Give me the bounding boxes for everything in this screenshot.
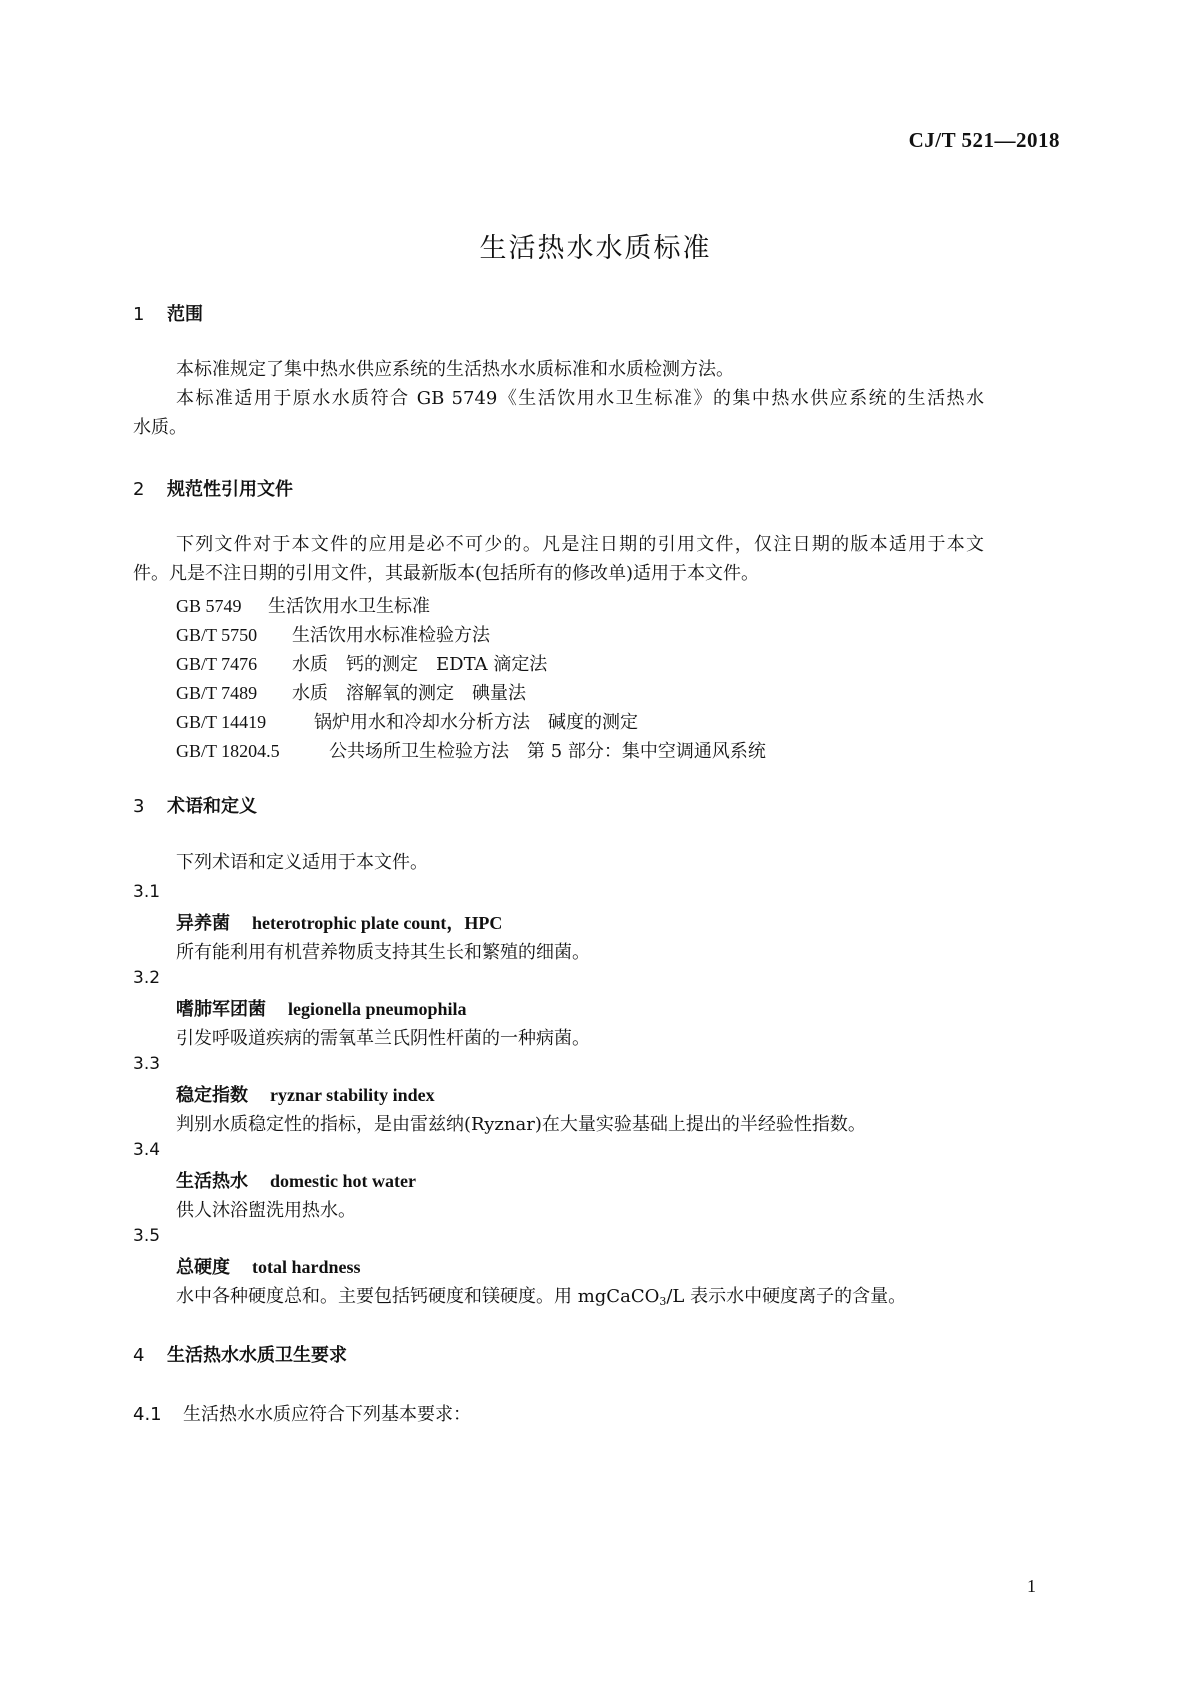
reference-code: GB/T 14419 [176,712,267,732]
reference-title: 水质 钙的测定 EDTA 滴定法 [292,654,548,675]
term-number: 3.3 [133,1054,161,1074]
term-chinese: 嗜肺军团菌 [176,999,266,1020]
standard-number: CJ/T 521—2018 [908,128,1060,152]
term-english: domestic hot water [270,1171,416,1191]
paragraph: 本标准适用于原水水质符合 GB 5749《生活饮用水卫生标准》的集中热水供应系统的生活热水 [176,388,984,409]
reference-code: GB 5749 [176,596,242,616]
reference-code: GB/T 7476 [176,654,258,674]
reference-item [176,592,430,618]
reference-code: GB/T 5750 [176,625,258,645]
paragraph: 下列术语和定义适用于本文件。 [176,852,428,873]
reference-title: 生活饮用水卫生标准 [268,596,430,617]
section-title: 范围 [167,304,203,325]
section-3-heading [133,792,257,818]
section-4-heading [133,1341,347,1367]
reference-title: 生活饮用水标准检验方法 [292,625,490,646]
term-english: ryznar stability index [270,1085,435,1105]
section-number: 3 [133,796,145,817]
section-number: 2 [133,479,145,500]
clause-text: 生活热水水质应符合下列基本要求： [183,1404,471,1425]
term-definition: 所有能利用有机营养物质支持其生长和繁殖的细菌。 [176,942,590,963]
paragraph: 件。凡是不注日期的引用文件，其最新版本(包括所有的修改单)适用于本文件。 [133,563,760,584]
clause-4-1 [133,1400,471,1426]
reference-code: GB/T 18204.5 [176,741,280,761]
section-title: 术语和定义 [167,796,257,817]
term-definition [176,1282,906,1308]
reference-title: 锅炉用水和冷却水分析方法 碱度的测定 [314,712,638,733]
term-number: 3.1 [133,882,161,902]
reference-code: GB/T 7489 [176,683,258,703]
term-definition: 供人沐浴盥洗用热水。 [176,1200,356,1221]
paragraph: 下列文件对于本文件的应用是必不可少的。凡是注日期的引用文件，仅注日期的版本适用于本文 [176,534,984,555]
reference-item [176,708,638,734]
reference-item [176,650,547,676]
term-english: heterotrophic plate count，HPC [252,913,503,933]
term-heading [176,1081,435,1107]
section-title: 规范性引用文件 [167,479,293,500]
section-2-heading [133,475,293,501]
document-title: 生活热水水质标准 [479,233,712,264]
section-number: 4 [133,1345,145,1366]
term-definition: 判别水质稳定性的指标，是由雷兹纳(Ryznar)在大量实验基础上提出的半经验性指数。 [176,1114,866,1135]
term-heading [176,909,502,935]
section-1-heading [133,300,203,326]
term-heading [176,1167,416,1193]
term-number: 3.5 [133,1226,161,1246]
subscript: 3 [659,1295,667,1308]
section-number: 1 [133,304,145,325]
paragraph: 本标准规定了集中热水供应系统的生活热水水质标准和水质检测方法。 [176,359,734,380]
term-number: 3.2 [133,968,161,988]
term-definition: 引发呼吸道疾病的需氧革兰氏阴性杆菌的一种病菌。 [176,1028,590,1049]
definition-text: 水中各种硬度总和。主要包括钙硬度和镁硬度。用 mgCaCO [176,1286,660,1307]
definition-text: /L 表示水中硬度离子的含量。 [666,1286,907,1307]
term-english: total hardness [252,1257,361,1277]
reference-title: 水质 溶解氧的测定 碘量法 [292,683,526,704]
clause-number: 4.1 [133,1404,162,1425]
term-english: legionella pneumophila [288,999,467,1019]
term-chinese: 生活热水 [176,1171,248,1192]
term-chinese: 异养菌 [176,913,230,934]
reference-item [176,737,766,763]
page-number: 1 [1027,1576,1036,1596]
paragraph: 水质。 [133,417,187,438]
reference-title: 公共场所卫生检验方法 第 5 部分：集中空调通风系统 [329,741,766,762]
term-number: 3.4 [133,1140,161,1160]
term-chinese: 稳定指数 [176,1085,248,1106]
term-heading [176,1253,361,1279]
reference-item [176,621,490,647]
term-chinese: 总硬度 [176,1257,230,1278]
reference-item [176,679,526,705]
section-title: 生活热水水质卫生要求 [167,1345,347,1366]
term-heading [176,995,467,1021]
